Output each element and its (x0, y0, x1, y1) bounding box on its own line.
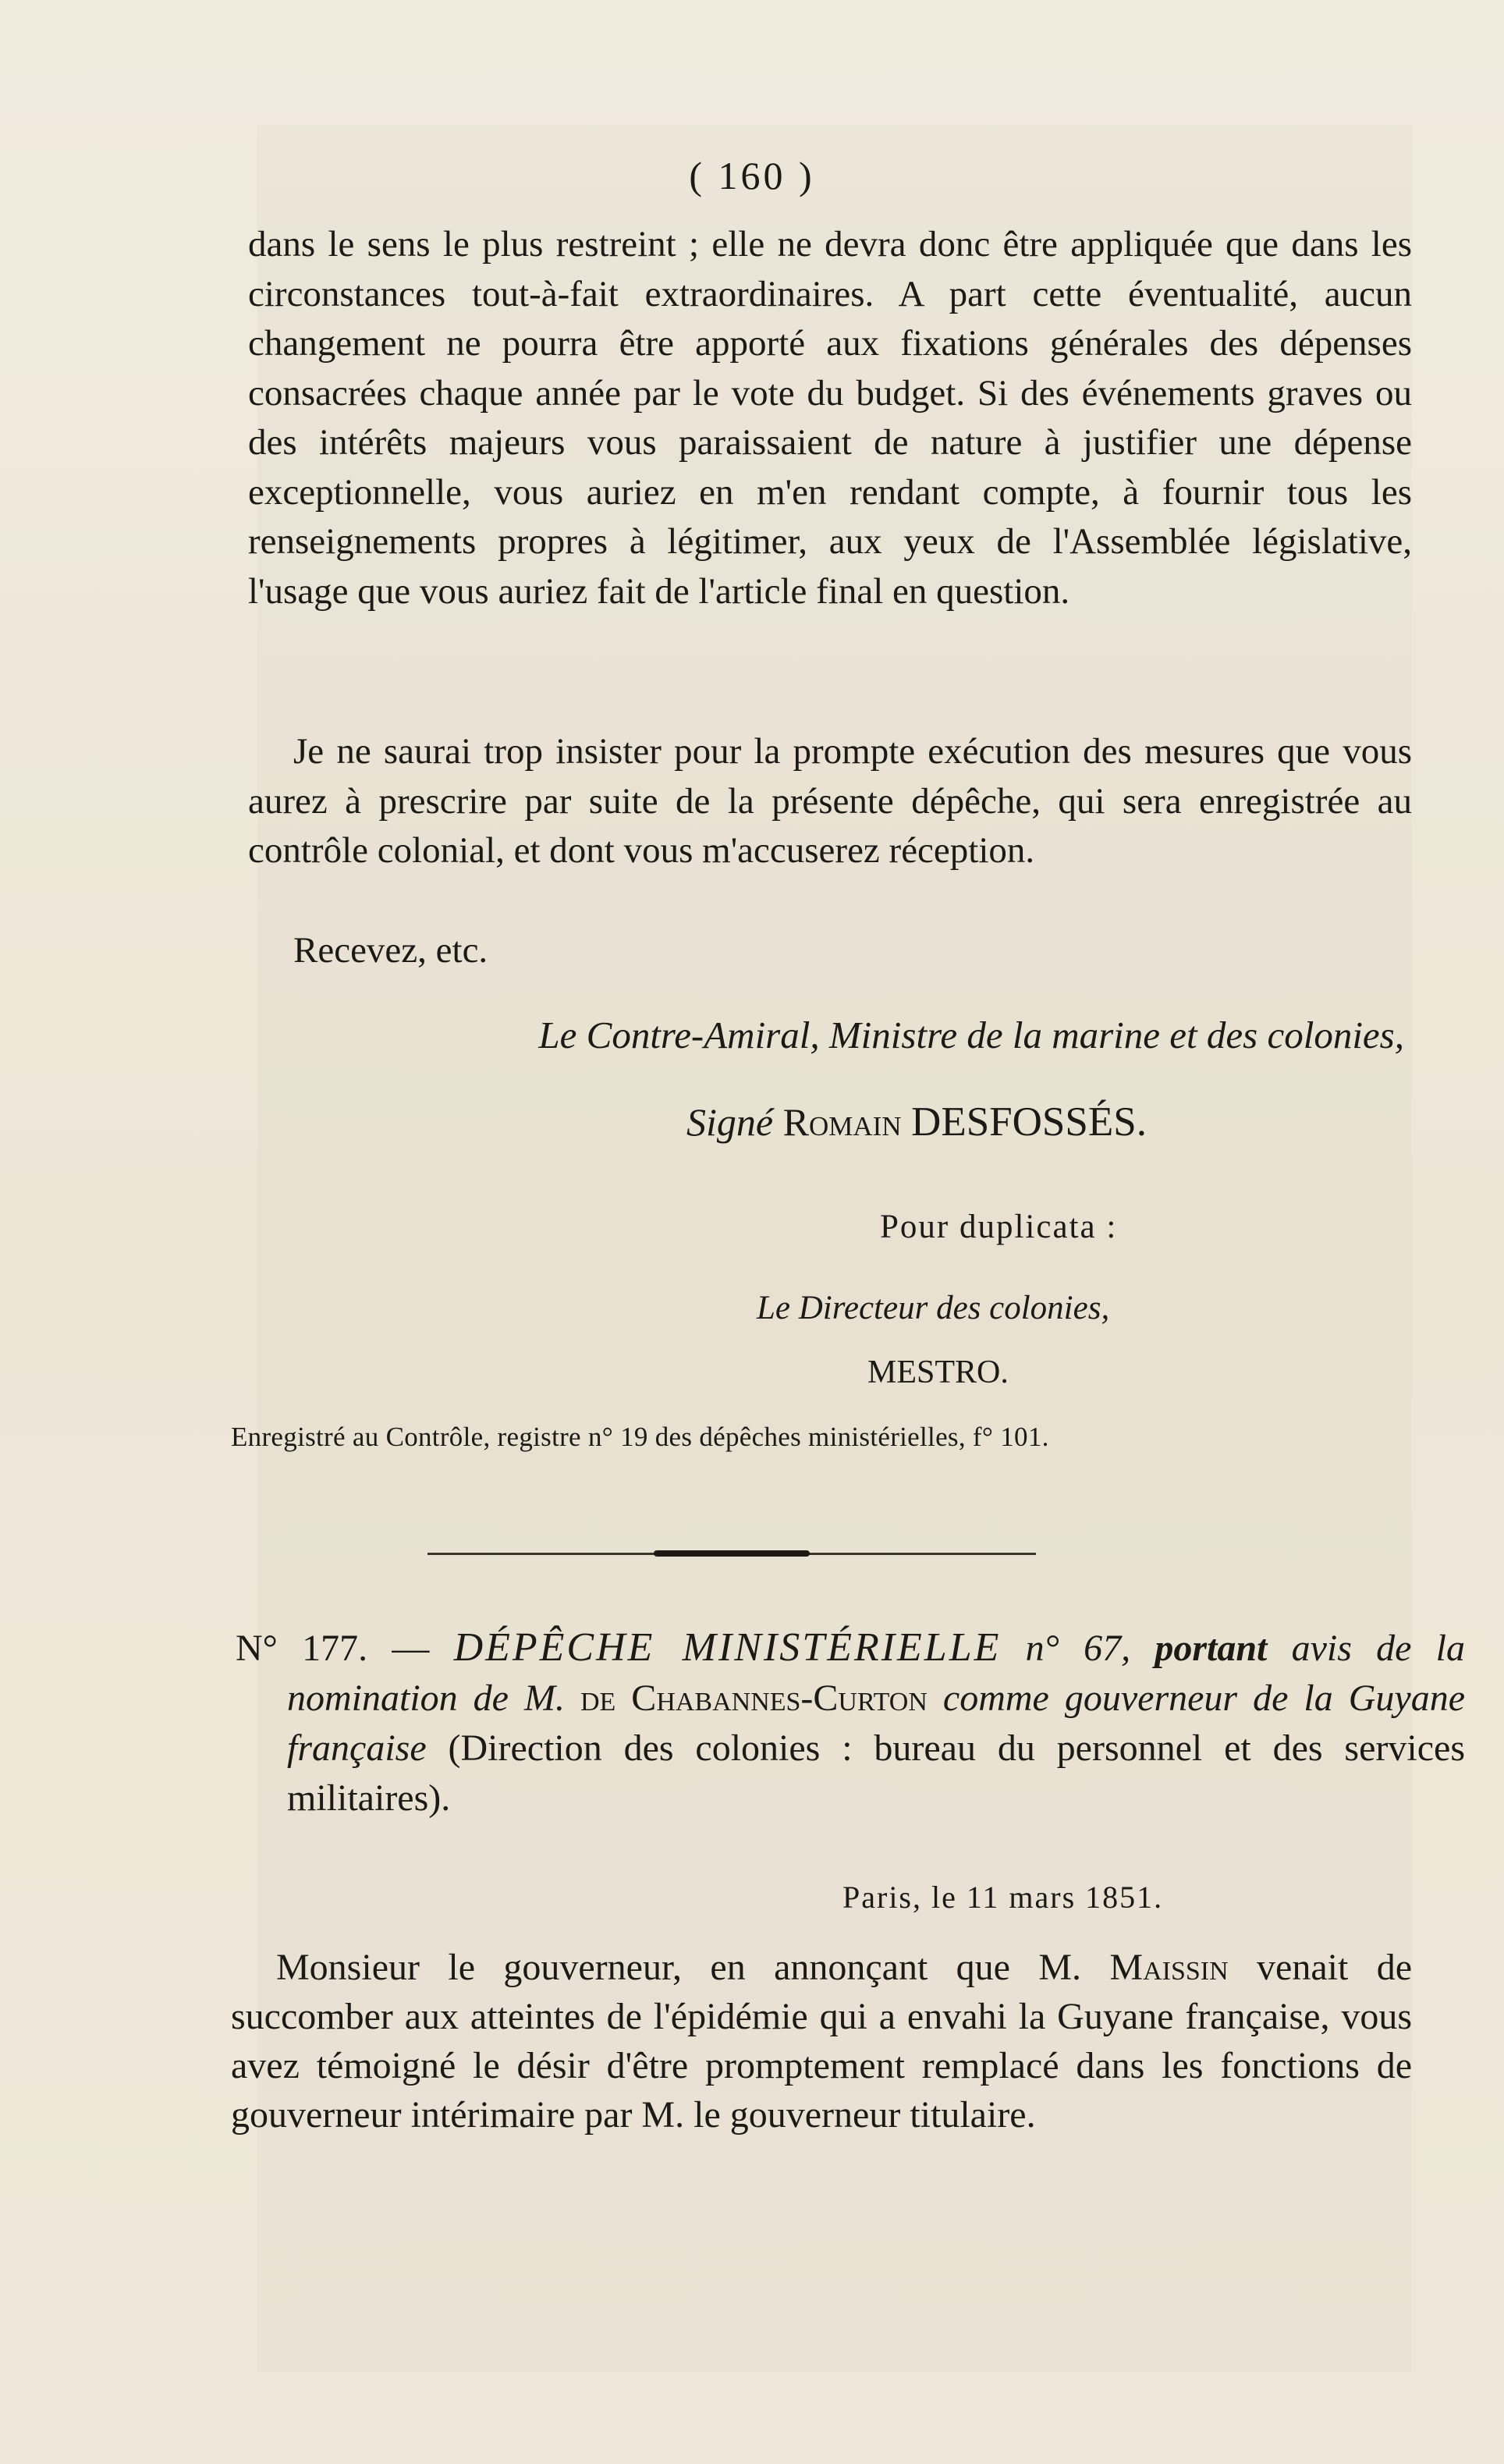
paragraph-budget: dans le sens le plus restreint ; elle ne devra donc être appliquée que dans les circonstances tout-à-fait extraordinaires. A part cette éventualité, aucun changement ne pourra être apporté aux fixations générales des dépenses consacrées chaque année par le vote du budget. Si des événements graves ou des intérêts majeurs vous paraissaient de nature à justifier une dépense exceptionnelle, vous auriez en m'en rendant compte, à fournir tous les renseignements propres à légitimer, aux yeux de l'Assemblée législative, l'usage que vous auriez fait de l'article final en question. (248, 224, 1412, 612)
signed-label: Signé (686, 1100, 774, 1144)
paragraph-execution: Je ne saurai trop insister pour la prompte exécution des mesures que vous aurez à prescrire par suite de la présente dépêche, qui sera enregistrée au contrôle colonial, et dont vous m'accuserez réception. (248, 731, 1412, 871)
section-divider (427, 1553, 1036, 1555)
paragraph-greeting: Recevez, etc. (293, 930, 488, 971)
registry-note: Enregistré au Contrôle, registre n° 19 des dépêches ministérielles, f° 101. (231, 1422, 1049, 1452)
dispatch-heading (236, 1623, 1465, 1823)
signer-last-name: DESFOSSÉS. (911, 1099, 1147, 1145)
dispatch-avis: avis de la nomination de M. (287, 1628, 1466, 1719)
duplicata-label: Pour duplicata : (880, 1209, 1118, 1245)
dispatch-name: Chabannes-Curton (631, 1678, 928, 1719)
dispatch-portant: portant (1155, 1628, 1268, 1669)
dispatch-title: DÉPÊCHE MINISTÉRIELLE (453, 1625, 1002, 1670)
signature-line (686, 1099, 1264, 1145)
director-title: Le Directeur des colonies, (757, 1290, 1110, 1326)
dateline: Paris, le 11 mars 1851. (842, 1880, 1164, 1915)
director-name: MESTRO. (867, 1354, 1009, 1390)
paragraph-appointment-start: Monsieur le gouverneur, en annonçant que M. (276, 1947, 1082, 1988)
signer-first-name: Romain (782, 1100, 902, 1144)
signoff-title: Le Contre-Amiral, Ministre de la marine et des colonies, (538, 1014, 1404, 1056)
dispatch-role: gouverneur de la Guyane française (287, 1678, 1466, 1769)
paragraph-appointment-rest: venait de succomber aux atteintes de l'épidémie qui a envahi la Guyane française, vous avez témoigné le désir d'être promptement remplacé dans les fonctions de gouverneur intérimaire par M. le gouverneur titulaire. (231, 1947, 1413, 2136)
paragraph-appointment-name: Maissin (1109, 1947, 1229, 1988)
dispatch-de: de (580, 1678, 616, 1719)
dispatch-comme: comme (942, 1678, 1049, 1719)
page-number-header: ( 160 ) (689, 154, 815, 197)
dispatch-direction: (Direction des colonies : bureau du personnel et des services militaires). (287, 1727, 1466, 1819)
paragraph-appointment (231, 1943, 1412, 2139)
dispatch-number: N° 177. — (236, 1628, 430, 1669)
dispatch-num-label: n° 67, (1025, 1628, 1131, 1669)
